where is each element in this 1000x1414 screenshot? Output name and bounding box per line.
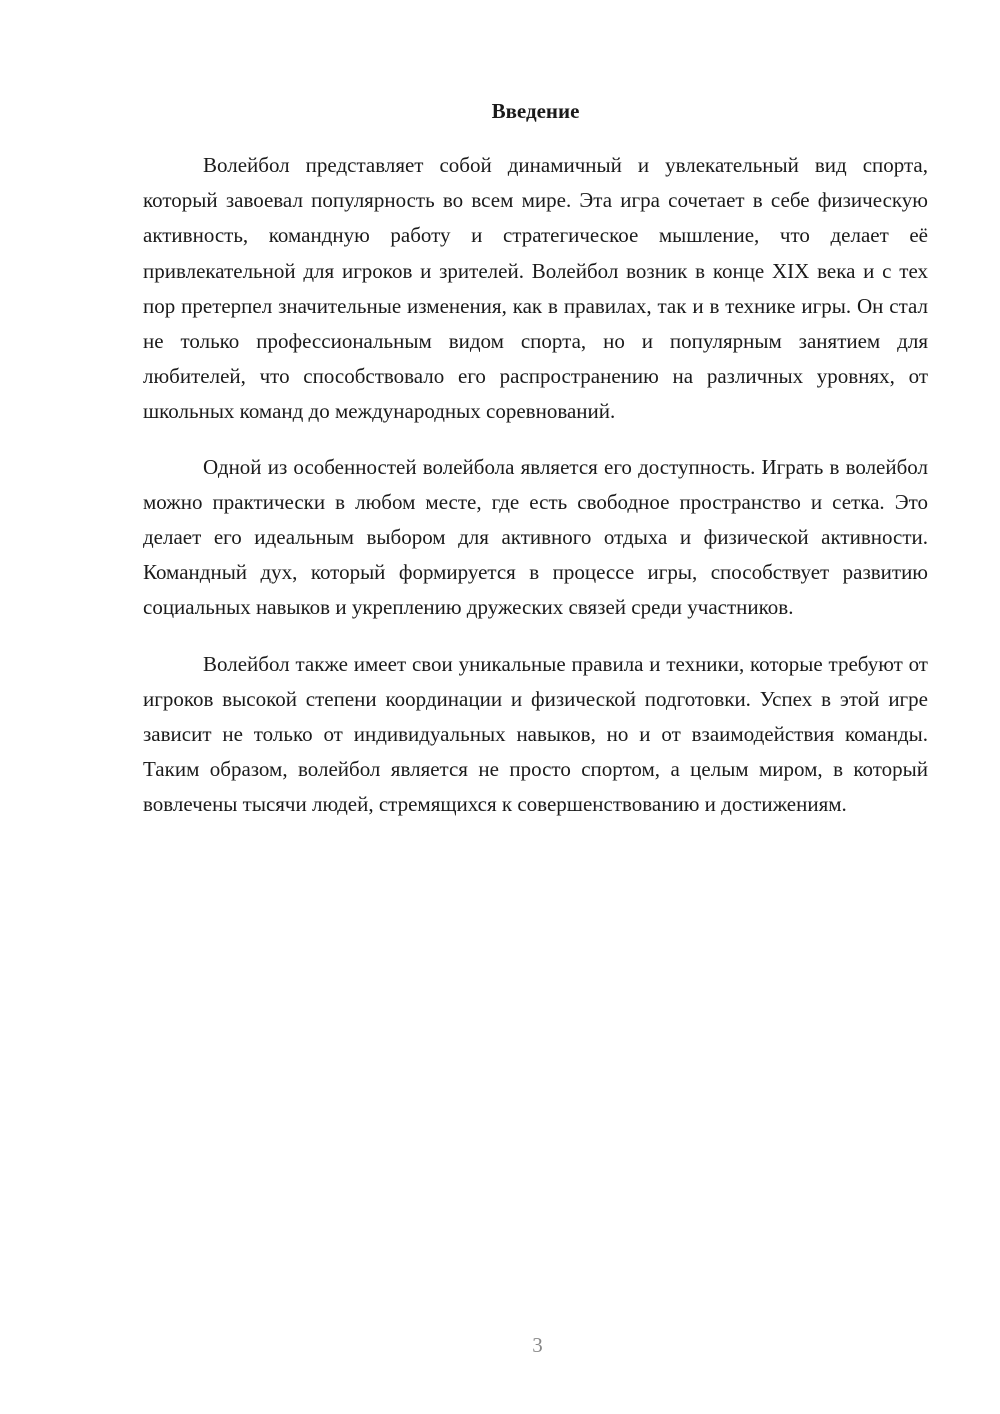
page-number: 3	[532, 1333, 543, 1357]
paragraph: Волейбол также имеет свои уникальные правила и техники, которые требуют от игроков высокой степени координации и физической подготовки. Успех в этой игре зависит не только от индивидуальных навыков, но и от взаимодействия команды. Таким образом, волейбол является не просто спортом, а целым миром, в который вовлечены тысячи людей, стремящихся к совершенствованию и достижениям.	[143, 651, 928, 817]
paragraph: Одной из особенностей волейбола является его доступность. Играть в волейбол можно практически в любом месте, где есть свободное пространство и сетка. Это делает его идеальным выбором для активного отдыха и физической активности. Командный дух, который формируется в процессе игры, способствует развитию социальных навыков и укреплению дружеских связей среди участников.	[143, 454, 928, 620]
paragraph: Волейбол представляет собой динамичный и увлекательный вид спорта, который завоевал популярность во всем мире. Эта игра сочетает в себе физическую активность, командную работу и стратегическое мышление, что делает её привлекательной для игроков и зрителей. Волейбол возник в конце XIX века и с тех пор претерпел значительные изменения, как в правилах, так и в технике игры. Он стал не только профессиональным видом спорта, но и популярным занятием для любителей, что способствовало его распространению на различных уровнях, от школьных команд до международных соревнований.	[143, 153, 928, 424]
page-content	[143, 97, 928, 823]
section-heading: Введение	[491, 99, 580, 123]
